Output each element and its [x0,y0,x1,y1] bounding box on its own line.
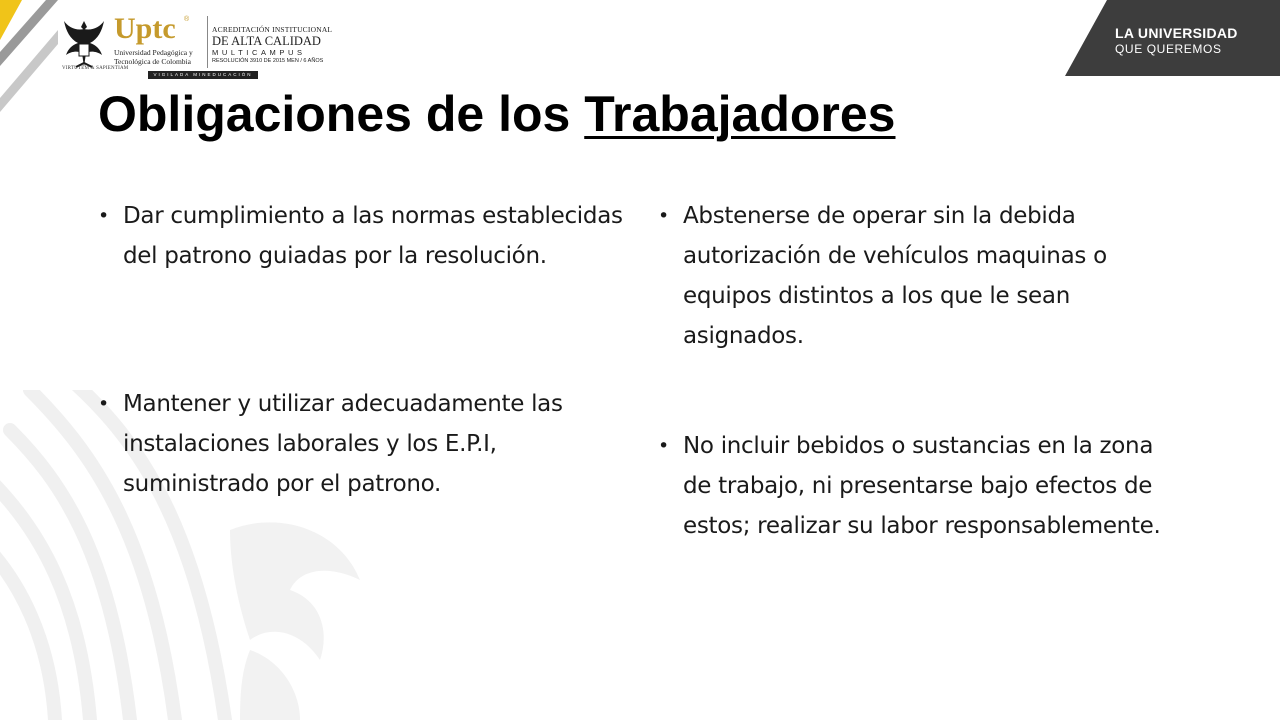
registered-mark: ® [184,16,190,23]
corner-stripes-decoration [0,0,60,130]
bullet-item: • No incluir bebidos o sustancias en la zona de trabajo, ni presentarse bajo efectos de estos; realizar su labor responsablemente. [658,426,1188,546]
bullet-item: • Mantener y utilizar adecuadamente las instalaciones laborales y los E.P.I, suministrado por el patrono. [98,384,633,504]
university-line1: Universidad Pedagógica y [114,48,193,57]
slogan-banner [1065,0,1280,76]
uptc-logo [62,12,342,82]
title-prefix: Obligaciones de los [98,86,585,142]
banner-line1: LA UNIVERSIDAD [1115,25,1238,41]
accreditation-line3: MULTICAMPUS [212,48,306,57]
accreditation-line1: ACREDITACIÓN INSTITUCIONAL [212,25,333,34]
accreditation-line4: RESOLUCIÓN 3910 DE 2015 MEN / 6 AÑOS [212,58,324,64]
university-line2: Tecnológica de Colombia [114,57,191,66]
slide-title [98,83,896,145]
logo-divider [207,16,208,68]
bullet-item: • Abstenerse de operar sin la debida autorización de vehículos maquinas o equipos distintos a los que le sean asignados. [658,196,1188,356]
vigilada-strip: VIGILADA MINEDUCACIÓN [148,71,258,79]
title-underlined-word: Trabajadores [584,86,896,142]
banner-line2: QUE QUEREMOS [1115,42,1222,56]
uptc-brand: Uptc [114,12,176,45]
bullet-item: • Dar cumplimiento a las normas establecidas del patrono guiadas por la resolución. [98,196,633,276]
university-name [114,48,214,66]
crest-motto: VIRTUTEM & SAPIENTIAM [62,66,129,71]
accreditation-line2: DE ALTA CALIDAD [212,34,321,48]
